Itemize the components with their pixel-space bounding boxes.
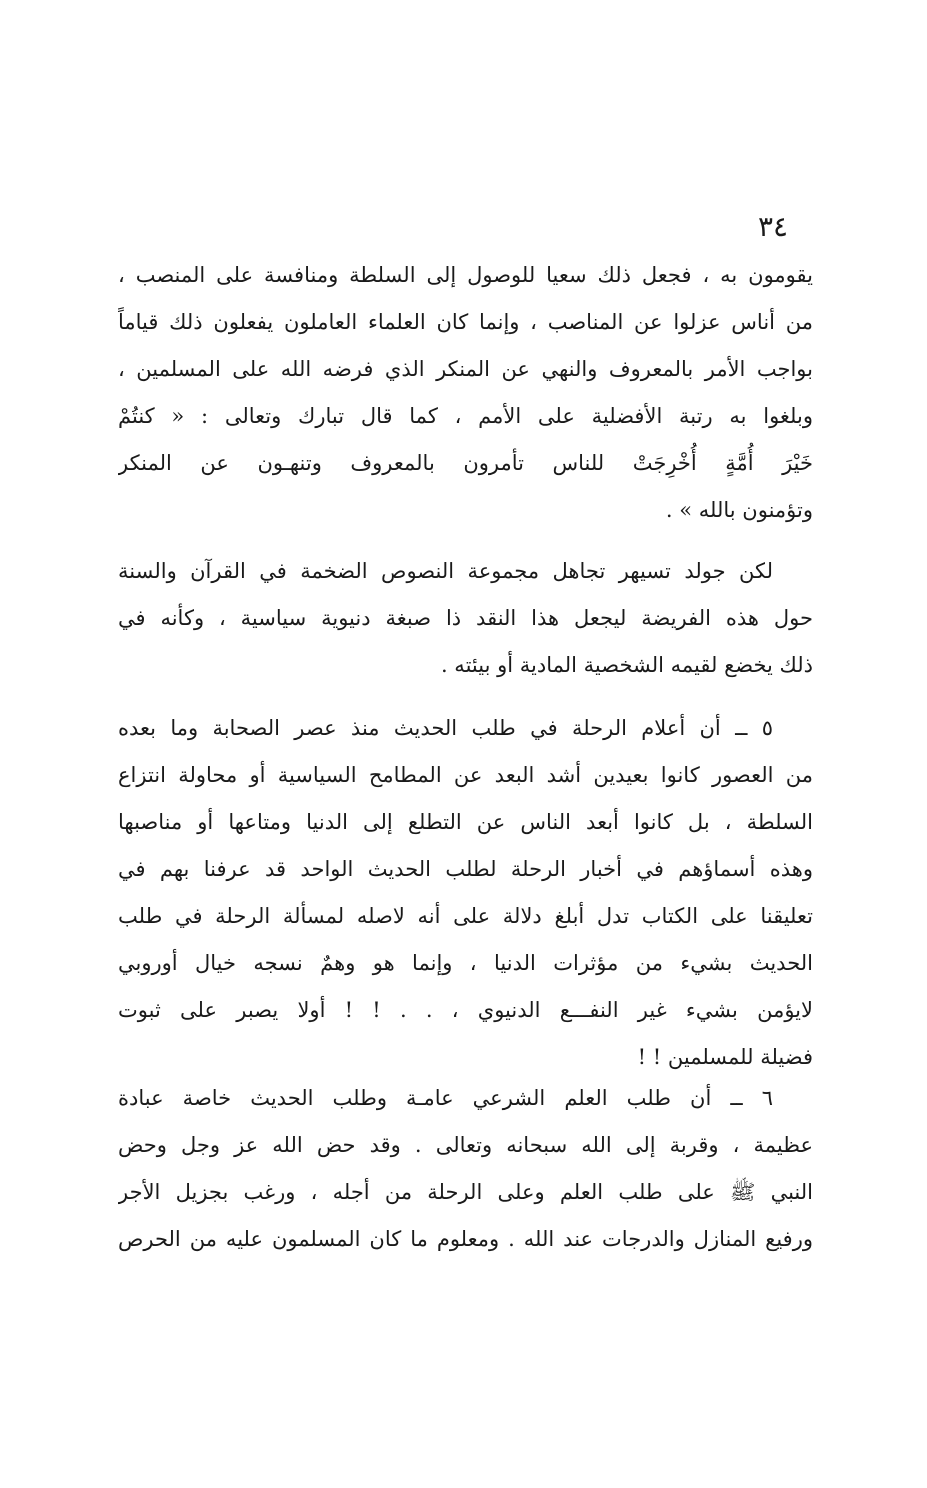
text-line: وتؤمنون بالله » . (665, 498, 813, 522)
text-line: من أناس عزلوا عن المناصب ، وإنما كان العلماء العاملون يفعلون ذلك قياماً (118, 310, 813, 334)
text-line: ذلك يخضع لقيمه الشخصية المادية أو بيئته . (440, 653, 813, 677)
text-line: النبي ﷺ على طلب العلم وعلى الرحلة من أجله ، ورغب بجزيل الأجر (118, 1180, 813, 1204)
text-line: لكن جولد تسيهر تجاهل مجموعة النصوص الضخمة في القرآن والسنة (118, 559, 773, 583)
paragraph-3 (118, 705, 813, 1081)
text-line: وبلغوا به رتبة الأفضلية على الأمم ، كما قال تبارك وتعالى : « كنتُمْ (118, 404, 813, 428)
paragraph-4 (118, 1075, 813, 1263)
text-line: الحديث بشيء من مؤثرات الدنيا ، وإنما هو وهمٌ نسجه خيال أوروبي (118, 951, 813, 975)
text-line: ورفيع المنازل والدرجات عند الله . ومعلوم ما كان المسلمون عليه من الحرص (118, 1227, 813, 1251)
text-line: ٦ ــ أن طلب العلم الشرعي عامـة وطلب الحديث خاصة عبادة (118, 1086, 773, 1110)
text-line: بواجب الأمر بالمعروف والنهي عن المنكر الذي فرضه الله على المسلمين ، (118, 357, 813, 381)
text-line: ٥ ــ أن أعلام الرحلة في طلب الحديث منذ عصر الصحابة وما بعده (118, 716, 773, 740)
text-line: خَيْرَ أُمَّةٍ أُخْرِجَتْ للناس تأمرون بالمعروف وتنهـون عن المنكر (118, 451, 813, 475)
page-number: ٣٤ (758, 210, 789, 243)
text-line: تعليقنا على الكتاب تدل أبلغ دلالة على أنه لاصله لمسألة الرحلة في طلب (118, 904, 813, 928)
text-line: عظيمة ، وقربة إلى الله سبحانه وتعالى . وقد حض الله عز وجل وحض (118, 1133, 813, 1157)
text-line: يقومون به ، فجعل ذلك سعيا للوصول إلى السلطة ومنافسة على المنصب ، (118, 263, 813, 287)
text-line: حول هذه الفريضة ليجعل هذا النقد ذا صبغة دنيوية سياسية ، وكأنه في (118, 606, 813, 630)
text-line: لايؤمن بشيء غير النفـــع الدنيوي ، . . ! ! أولا يصبر على ثبوت (118, 998, 813, 1022)
text-line: فضيلة للمسلمين ! ! (637, 1045, 813, 1069)
text-line: السلطة ، بل كانوا أبعد الناس عن التطلع إلى الدنيا ومتاعها أو مناصبها (118, 810, 813, 834)
paragraph-2 (118, 548, 813, 689)
text-line: من العصور كانوا بعيدين أشد البعد عن المطامح السياسية أو محاولة انتزاع (118, 763, 813, 787)
paragraph-1 (118, 252, 813, 534)
text-line: وهذه أسماؤهم في أخبار الرحلة لطلب الحديث الواحد قد عرفنا بهم في (118, 857, 813, 881)
